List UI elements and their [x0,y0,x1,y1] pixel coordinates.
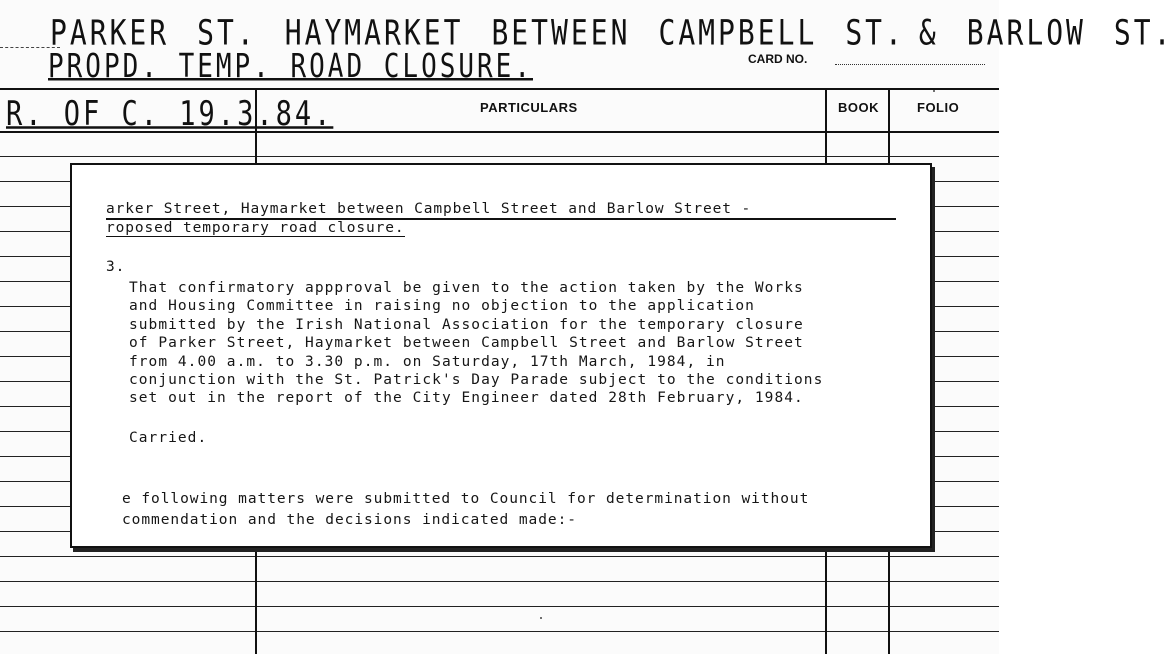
title-word: ST. [197,12,257,54]
paper-speck [540,617,542,619]
footer-line: commendation and the decisions indicated made:- [122,512,577,528]
title-word: ST. [1113,12,1174,54]
particulars-header: PARTICULARS [480,100,578,115]
resolution-line: of Parker Street, Haymarket between Campbell Street and Barlow Street [129,335,804,352]
typed-minute-slip [70,163,932,548]
slip-heading-line1: arker Street, Haymarket between Campbell Street and Barlow Street - [106,201,752,217]
carried-note: Carried. [129,430,208,446]
resolution-line: set out in the report of the City Engineer dated 28th February, 1984. [129,390,804,407]
footer-text [122,489,809,531]
title-word: & [918,12,939,54]
card-no-label: CARD NO. [748,52,808,66]
card-no-line [835,64,985,65]
title-word: PARKER [50,12,170,54]
resolution-line: from 4.00 a.m. to 3.30 p.m. on Saturday, 17th March, 1984, in [129,353,726,370]
resolution-text [129,279,823,408]
resolution-line: That confirmatory appproval be given to the action taken by the Works [129,280,804,296]
ruled-line [0,606,999,607]
paper-speck [933,90,935,92]
title-word: ST. [845,12,905,54]
title-word: CAMPBELL [658,12,818,54]
resolution-line: submitted by the Irish National Association for the temporary closure [129,316,804,333]
ruled-line [0,156,999,157]
folio-header: FOLIO [917,100,960,115]
header-rule [0,88,999,90]
resolution-line: and Housing Committee in raising no objection to the application [129,298,755,315]
item-number: 3. [106,259,126,275]
ruled-line [0,631,999,632]
resolution-line: conjunction with the St. Patrick's Day Parade subject to the conditions [129,372,824,389]
ruled-line [0,581,999,582]
footer-line: e following matters were submitted to Council for determination without [122,491,810,507]
reference-date: R. OF C. 19.3.84. [6,95,334,134]
book-header: BOOK [838,100,879,115]
ruled-line [0,556,999,557]
title-word: HAYMARKET [284,12,464,54]
title-word: BARLOW [966,12,1086,54]
title-word: BETWEEN [491,12,631,54]
slip-heading-line2: roposed temporary road closure. [106,220,405,236]
card-title-line2: PROPD. TEMP. ROAD CLOSURE. [48,48,533,86]
